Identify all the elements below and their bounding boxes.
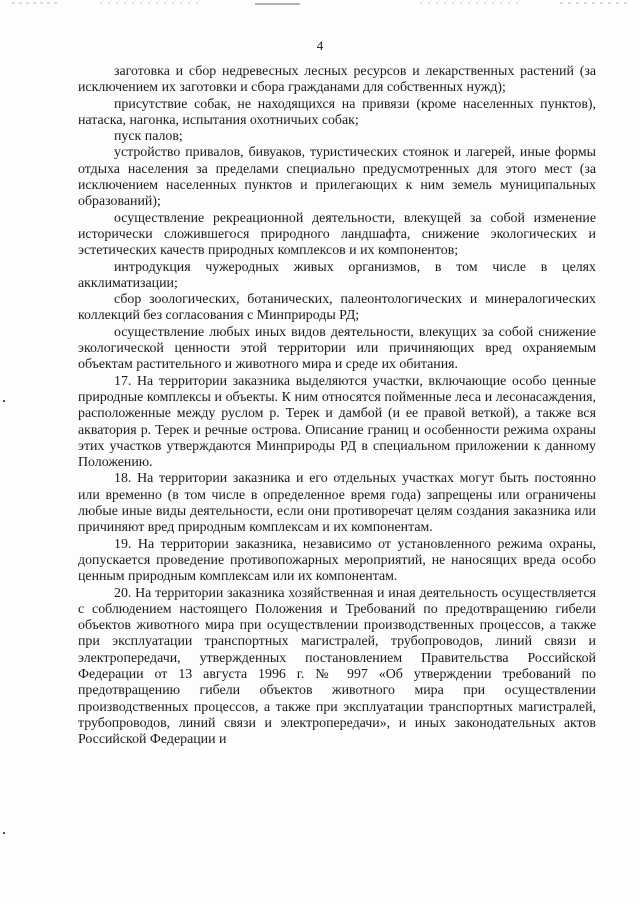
paragraph: присутствие собак, не находящихся на привязи (кроме населенных пунктов), натаска, нагонка, испытания охотничьих собак; [78, 96, 596, 128]
paragraph: заготовка и сбор недревесных лесных ресурсов и лекарственных растений (за исключением их заготовки и сбора гражданами для собственных нужд); [78, 64, 596, 96]
scan-speck [3, 832, 5, 834]
paragraph: пуск палов; [114, 129, 183, 145]
paragraph: сбор зоологических, ботанических, палеонтологических и минералогических коллекций без согласования с Минприроды РД; [78, 292, 596, 324]
document-body [78, 64, 596, 748]
paragraph: 20. На территории заказника хозяйственная и иная деятельность осуществляется с соблюдением настоящего Положения и Требований по предотвращению гибели объектов животного мира при осуществлении производственных процессов, а также при эксплуатации транспортных магистралей, трубопроводов, линий связи и электропередачи, утвержденных постановлением Правительства Российской Федерации от 13 августа 1996 г. № 997 «Об утверждении требований по предотвращению гибели объектов животного мира при осуществлении производственных процессов, а также при эксплуатации транспортных магистралей, трубопроводов, линий связи и электропередачи», и иных законодательных актов Российской Федерации и [78, 585, 596, 748]
paragraph: 18. На территории заказника и его отдельных участках могут быть постоянно или временно (в том числе в определенное время года) запрещены или ограничены любые иные виды деятельности, если они противоречат целям создания заказника или причиняют вред природным комплексам и их компонентам. [78, 471, 596, 536]
paragraph: интродукция чужеродных живых организмов, в том числе в целях акклиматизации; [78, 259, 596, 291]
paragraph: осуществление рекреационной деятельности, влекущей за собой изменение исторически сложившегося природного ландшафта, снижение экологических и эстетических качеств природных комплексов и их компонентов; [78, 210, 596, 259]
paragraph: осуществление любых иных видов деятельности, влекущих за собой снижение экологической ценности этой территории или причиняющих вред охраняемым объектам растительного и животного мира и среде их обитания. [78, 324, 596, 373]
scan-speck [3, 400, 5, 402]
scan-edge-marks [0, 0, 640, 10]
page-number: 4 [316, 38, 324, 53]
paragraph: устройство привалов, бивуаков, туристических стоянок и лагерей, иные формы отдыха населения за пределами специально предусмотренных для этого мест (за исключением населенных пунктов и прилегающих к ним земель муниципальных образований); [78, 145, 596, 210]
paragraph: 17. На территории заказника выделяются участки, включающие особо ценные природные комплексы и объекты. К ним относятся пойменные леса и лесонасаждения, расположенные между руслом р. Терек и дамбой (и ее правой веткой), а также вся акватория р. Терек и речные острова. Описание границ и особенности режима охраны этих участков утверждаются Минприроды РД в специальном приложении к данному Положению. [78, 373, 596, 471]
paragraph: 19. На территории заказника, независимо от установленного режима охраны, допускается проведение противопожарных мероприятий, не наносящих вреда особо ценным природным комплексам или их компонентам. [78, 536, 596, 585]
